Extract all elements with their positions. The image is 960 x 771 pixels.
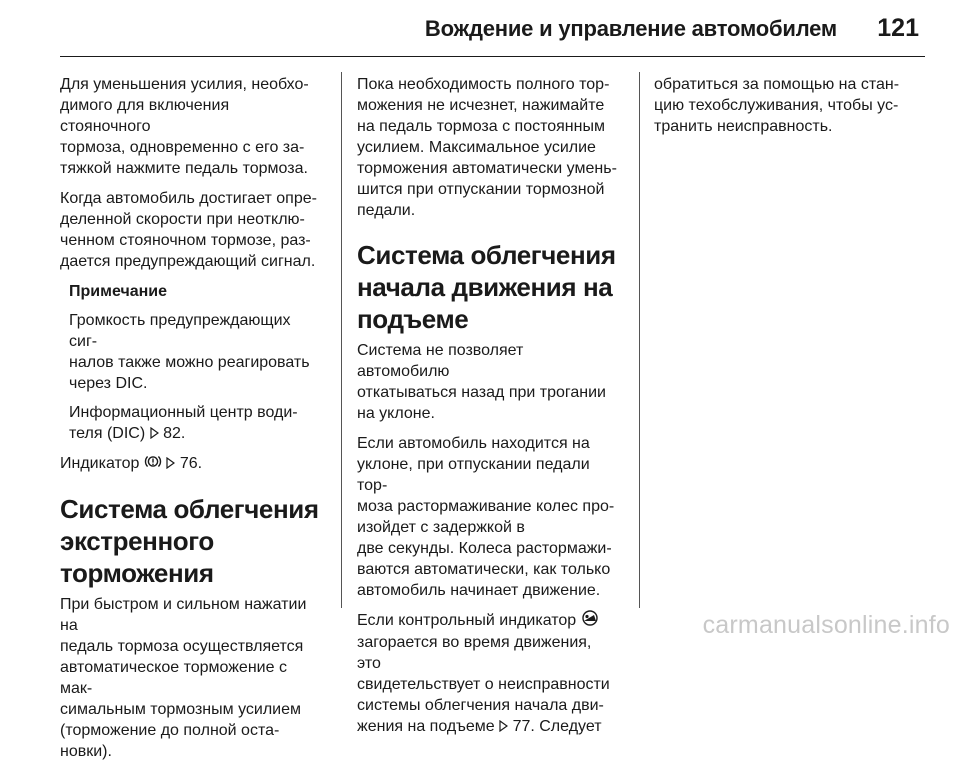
brake-indicator-icon <box>144 454 162 475</box>
text-column-3 <box>654 74 916 146</box>
cross-reference-arrow-icon <box>150 424 159 445</box>
column-divider <box>639 72 640 608</box>
text-column-2 <box>357 74 619 747</box>
note-paragraph <box>69 402 322 445</box>
page-title: Вождение и управление автомобилем <box>424 16 837 41</box>
cross-reference-arrow-icon <box>166 454 175 475</box>
section-heading: Система облегчения экстренного торможения <box>60 494 319 588</box>
page-header <box>60 0 925 57</box>
column-divider <box>341 72 342 608</box>
note-text: Информационный центр води- теля (DIC) <box>69 404 298 442</box>
paragraph-text: Если контрольный индикатор <box>357 612 581 629</box>
cross-reference-arrow-icon <box>499 717 508 738</box>
section-heading: Система облегчения начала движения на подъеме <box>357 240 616 334</box>
paragraph: При быстром и сильном нажатии на педаль тормоза осуществляется автоматическое торможение с мак- симальным тормозным усилием (торможение до полной оста- новки). <box>60 596 307 760</box>
paragraph: Если автомобиль находится на уклоне, при отпускании педали тор- моза растормаживание колес про- изойдет с задержкой в две секунды. Колеса растормажи- ваются автоматически, как только автомобиль начинает движение. <box>357 435 615 599</box>
paragraph-text: загорается во время движения, это свидетельствует о неисправности системы облегчения начала дви- жения на подъеме <box>357 634 610 735</box>
note-paragraph: Громкость предупреждающих сиг- налов также можно реагировать через DIC. <box>69 312 310 392</box>
indicator-text: Индикатор <box>60 455 144 472</box>
paragraph: Когда автомобиль достигает опре- деленной скорости при неотклю- ченном стояночном тормозе, раз- дается предупреждающий сигнал. <box>60 190 317 270</box>
hill-start-assist-indicator-icon <box>581 610 599 632</box>
page-number: 121 <box>877 14 919 42</box>
note-block <box>69 281 322 445</box>
watermark: carmanualsonline.info <box>702 611 950 639</box>
paragraph <box>357 610 619 738</box>
note-title: Примечание <box>69 283 168 300</box>
paragraph: Система не позволяет автомобилю откатываться назад при трогании на уклоне. <box>357 342 606 422</box>
page-reference[interactable]: 76. <box>179 455 203 472</box>
paragraph: Пока необходимость полного тор- можения не исчезнет, нажимайте на педаль тормоза с постоянным усилием. Максимальное усилие торможения автоматически умень- шится при отпускании тормозной педали. <box>357 76 617 219</box>
page-reference[interactable]: 82. <box>163 425 186 442</box>
paragraph: обратиться за помощью на стан- цию техобслуживания, чтобы ус- транить неисправность. <box>654 76 900 135</box>
paragraph: Для уменьшения усилия, необхо- димого для включения стояночного тормоза, одновременно с его за- тяжкой нажмите педаль тормоза. <box>60 76 309 177</box>
page-reference[interactable]: 77. Следует <box>512 718 602 735</box>
paragraph <box>60 453 322 475</box>
text-column-1 <box>60 74 322 771</box>
